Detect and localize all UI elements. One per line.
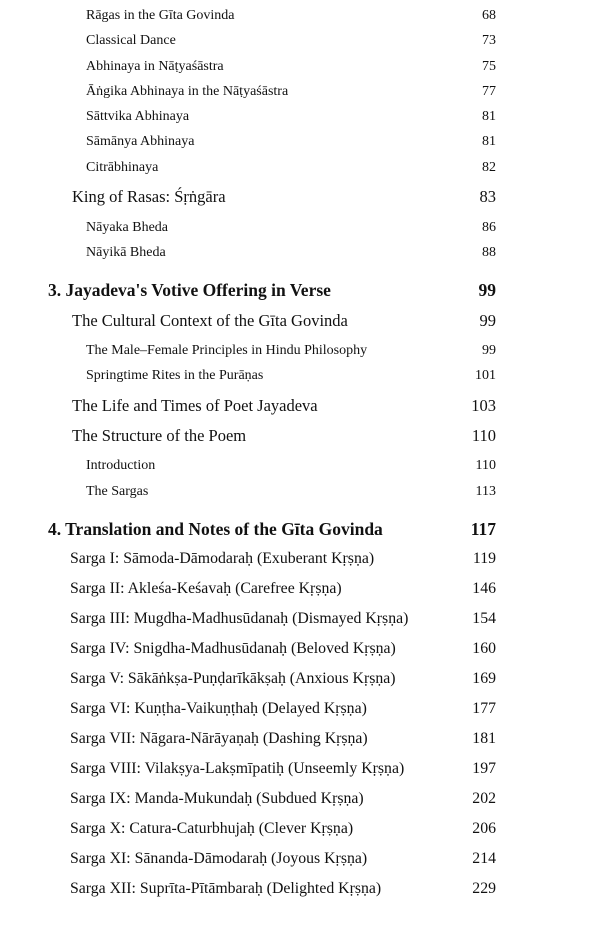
toc-entry-title: Sarga IX: Manda-Mukundaḥ (Subdued Kṛṣṇa): [70, 790, 364, 807]
toc-entry-title: The Structure of the Poem: [72, 426, 247, 445]
toc-entry: [0, 477, 600, 507]
toc-entry: [0, 694, 600, 724]
toc-entry-title: Introduction: [86, 458, 156, 473]
toc-entry-page: 154: [472, 610, 496, 627]
toc-entry-title: Rāgas in the Gīta Govinda: [86, 8, 235, 23]
toc-entry-title: Sarga X: Catura-Caturbhujaḥ (Clever Kṛṣṇa): [70, 820, 354, 837]
toc-entry-page: 75: [482, 59, 496, 74]
toc-entry-title: Sarga V: Sākāṅkṣa-Puṇḍarīkākṣaḥ (Anxious Kṛṣṇa): [70, 670, 396, 687]
toc-entry-page: 77: [482, 84, 496, 99]
toc-entry-page: 101: [475, 368, 496, 383]
toc-entry: [0, 153, 600, 183]
toc-entry-page: 110: [471, 426, 496, 445]
toc-entry: [0, 664, 600, 694]
toc-entry-page: 202: [472, 790, 496, 807]
toc-entry-page: 103: [471, 396, 496, 415]
toc-entry-title: Sarga VIII: Vilakṣya-Lakṣmīpatiḥ (Unseemly Kṛṣṇa): [70, 760, 405, 777]
toc-entry-title: Sarga I: Sāmoda-Dāmodaraḥ (Exuberant Kṛṣṇa): [70, 550, 375, 567]
toc-entry-title: Sarga II: Akleśa-Keśavaḥ (Carefree Kṛṣṇa): [70, 580, 342, 597]
toc-entry-page: 119: [472, 550, 496, 567]
toc-entry-page: 113: [475, 484, 496, 499]
toc-entry-page: 99: [482, 343, 496, 358]
toc-entry-title: The Male–Female Principles in Hindu Philosophy: [86, 343, 368, 358]
toc-entry: [0, 874, 600, 904]
toc-entry-page: 88: [482, 245, 496, 260]
toc-entry-title: The Cultural Context of the Gīta Govinda: [72, 311, 348, 330]
toc-entry-title: King of Rasas: Śṛṅgāra: [72, 187, 226, 206]
toc-entry-page: 73: [482, 33, 496, 48]
toc-entry-title: Sarga XI: Sānanda-Dāmodaraḥ (Joyous Kṛṣṇa): [70, 850, 368, 867]
toc-entry-page: 110: [475, 458, 496, 473]
toc-entry-title: Nāyikā Bheda: [86, 245, 166, 260]
toc-entry: [0, 421, 600, 451]
toc-entry: [0, 784, 600, 814]
toc-entry-page: 197: [472, 760, 496, 777]
toc-chapter-page: 117: [470, 519, 496, 539]
toc-entry: [0, 391, 600, 421]
toc-entry-page: 68: [482, 8, 496, 23]
toc-entry: [0, 754, 600, 784]
toc-entry-page: 160: [472, 640, 496, 657]
toc-entry-title: Sarga VII: Nāgara-Nārāyaṇaḥ (Dashing Kṛṣṇa): [70, 730, 368, 747]
toc-entry-page: 82: [482, 160, 496, 175]
toc-entry-title: Āṅgika Abhinaya in the Nāṭyaśāstra: [86, 84, 289, 99]
toc-entry: [0, 634, 600, 664]
toc-entry-page: 214: [472, 850, 496, 867]
toc-entry-page: 206: [472, 820, 496, 837]
toc-entry-page: 81: [482, 109, 496, 124]
toc-entry-title: Sāmānya Abhinaya: [86, 134, 195, 149]
toc-entry-title: Abhinaya in Nāṭyaśāstra: [86, 59, 224, 74]
toc-entry-title: The Life and Times of Poet Jayadeva: [72, 396, 318, 415]
toc-entry: [0, 724, 600, 754]
toc-entry: [0, 238, 600, 268]
toc-chapter: [0, 275, 600, 305]
toc-entry: [0, 544, 600, 574]
toc-entry-page: 146: [472, 580, 496, 597]
toc-entry-title: Sarga XII: Suprīta-Pītāmbaraḥ (Delighted Kṛṣṇa): [70, 880, 382, 897]
toc-entry-page: 99: [479, 311, 496, 330]
toc-entry-page: 177: [472, 700, 496, 717]
toc-entry-title: Citrābhinaya: [86, 160, 159, 175]
toc-entry: [0, 844, 600, 874]
toc-entry: [0, 604, 600, 634]
toc-entry: [0, 361, 600, 391]
toc-entry-page: 83: [479, 187, 496, 206]
toc-entry-title: Sarga III: Mugdha-Madhusūdanaḥ (Dismayed Kṛṣṇa): [70, 610, 409, 627]
toc-chapter-page: 99: [478, 280, 496, 300]
toc-entry-page: 169: [472, 670, 496, 687]
toc-entry-title: Sāttvika Abhinaya: [86, 109, 190, 124]
toc-entry: [0, 574, 600, 604]
toc-chapter: [0, 514, 600, 544]
toc-entry-title: Sarga VI: Kuṇṭha-Vaikuṇṭhaḥ (Delayed Kṛṣṇa): [70, 700, 367, 717]
toc-entry-page: 229: [472, 880, 496, 897]
toc-chapter-title: 3. Jayadeva's Votive Offering in Verse: [48, 280, 331, 300]
toc-chapter-title: 4. Translation and Notes of the Gīta Govinda: [48, 519, 383, 539]
toc-entry-title: Sarga IV: Snigdha-Madhusūdanaḥ (Beloved Kṛṣṇa): [70, 640, 396, 657]
toc-entry: [0, 306, 600, 336]
toc-entry-page: 181: [472, 730, 496, 747]
toc-entry: [0, 814, 600, 844]
toc-entry-page: 81: [482, 134, 496, 149]
toc-entry: [0, 182, 600, 212]
toc-entry-page: 86: [482, 220, 496, 235]
toc-entry-title: Springtime Rites in the Purāṇas: [86, 368, 264, 383]
toc-entry-title: Classical Dance: [86, 33, 176, 48]
toc-entry-title: Nāyaka Bheda: [86, 220, 169, 235]
toc-entry-title: The Sargas: [86, 484, 149, 499]
